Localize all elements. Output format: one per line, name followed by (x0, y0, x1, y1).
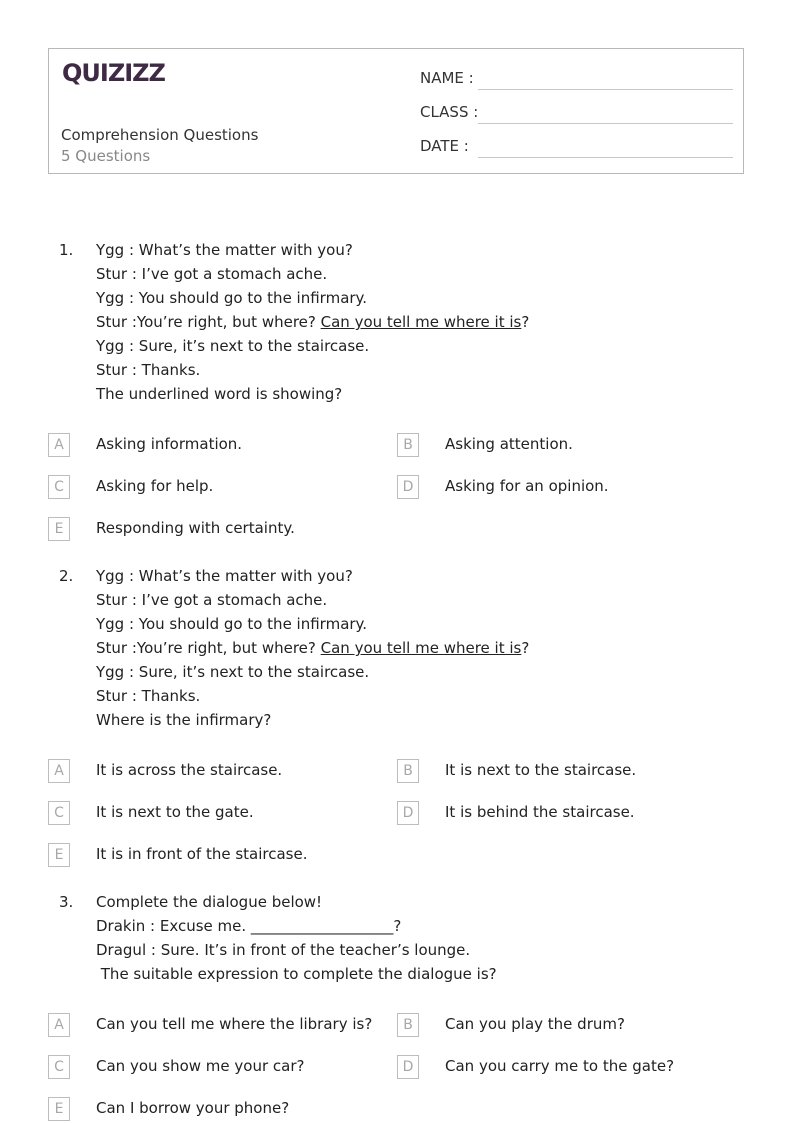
option-letter-box[interactable]: A (48, 433, 70, 457)
question-line (96, 262, 529, 286)
option-text: It is across the staircase. (96, 761, 283, 779)
option-text: Can you tell me where the library is? (96, 1015, 373, 1033)
underlined-phrase: Can you tell me where it is (320, 639, 522, 657)
date-field[interactable] (478, 157, 733, 158)
question-line (96, 660, 529, 684)
line-text: Stur :You’re right, but where? (96, 639, 321, 657)
option-text: Asking attention. (445, 435, 573, 453)
class-label: CLASS : (420, 103, 479, 121)
option-letter-box[interactable]: B (397, 433, 419, 457)
line-text: Stur : Thanks. (96, 361, 201, 379)
class-field[interactable] (478, 123, 733, 124)
option-text: It is next to the staircase. (445, 761, 637, 779)
question-line (96, 962, 497, 986)
option-text: Asking information. (96, 435, 243, 453)
question-line (96, 890, 497, 914)
option-letter-box[interactable]: A (48, 759, 70, 783)
line-text: Stur : I’ve got a stomach ache. (96, 591, 328, 609)
line-text: The underlined word is showing? (96, 385, 343, 403)
option-letter-box[interactable]: C (48, 801, 70, 825)
line-text: Ygg : What’s the matter with you? (96, 567, 353, 585)
question-line (96, 382, 529, 406)
option-text: It is in front of the staircase. (96, 845, 308, 863)
line-text: Complete the dialogue below! (96, 893, 323, 911)
option-letter-box[interactable]: D (397, 1055, 419, 1079)
line-text: Ygg : Sure, it’s next to the staircase. (96, 663, 370, 681)
name-field[interactable] (478, 89, 733, 90)
line-text: ? (521, 639, 530, 657)
question-text (96, 238, 529, 406)
option-letter-box[interactable]: D (397, 801, 419, 825)
question-number: 2. (59, 567, 74, 585)
option-letter-box[interactable]: B (397, 759, 419, 783)
question-line (96, 636, 529, 660)
option-text: It is next to the gate. (96, 803, 254, 821)
question-number: 3. (59, 893, 74, 911)
question-line (96, 708, 529, 732)
option-text: Can you play the drum? (445, 1015, 625, 1033)
quizizz-logo (62, 59, 165, 87)
option-letter-box[interactable]: A (48, 1013, 70, 1037)
line-text: Stur : I’ve got a stomach ache. (96, 265, 328, 283)
underlined-phrase: Can you tell me where it is (320, 313, 522, 331)
worksheet-title: Comprehension Questions (61, 126, 259, 144)
option-letter-box[interactable]: C (48, 475, 70, 499)
line-text: Where is the infirmary? (96, 711, 272, 729)
question-count: 5 Questions (61, 147, 151, 165)
line-text: Drakin : Excuse me. ___________________? (96, 917, 402, 935)
line-text: Ygg : What’s the matter with you? (96, 241, 353, 259)
question-line (96, 286, 529, 310)
question-line (96, 358, 529, 382)
option-text: Asking for an opinion. (445, 477, 609, 495)
question-line (96, 914, 497, 938)
option-text: Can I borrow your phone? (96, 1099, 290, 1117)
option-text: It is behind the staircase. (445, 803, 635, 821)
line-text: Stur : Thanks. (96, 687, 201, 705)
line-text: Ygg : You should go to the infirmary. (96, 289, 368, 307)
logo-text: QUIZIZZ (62, 59, 165, 87)
option-letter-box[interactable]: D (397, 475, 419, 499)
question-text (96, 564, 529, 732)
line-text: Stur :You’re right, but where? (96, 313, 321, 331)
question-line (96, 334, 529, 358)
option-letter-box[interactable]: B (397, 1013, 419, 1037)
option-letter-box[interactable]: E (48, 843, 70, 867)
question-line (96, 564, 529, 588)
question-line (96, 612, 529, 636)
name-label: NAME : (420, 69, 474, 87)
option-text: Can you show me your car? (96, 1057, 305, 1075)
option-letter-box[interactable]: E (48, 517, 70, 541)
option-letter-box[interactable]: E (48, 1097, 70, 1121)
line-text: Dragul : Sure. It’s in front of the teacher’s lounge. (96, 941, 471, 959)
question-text (96, 890, 497, 986)
option-letter-box[interactable]: C (48, 1055, 70, 1079)
question-line (96, 588, 529, 612)
question-line (96, 938, 497, 962)
date-label: DATE : (420, 137, 469, 155)
line-text: The suitable expression to complete the dialogue is? (96, 965, 497, 983)
question-line (96, 310, 529, 334)
question-line (96, 684, 529, 708)
question-number: 1. (59, 241, 74, 259)
line-text: Ygg : Sure, it’s next to the staircase. (96, 337, 370, 355)
option-text: Responding with certainty. (96, 519, 295, 537)
option-text: Asking for help. (96, 477, 214, 495)
line-text: Ygg : You should go to the infirmary. (96, 615, 368, 633)
line-text: ? (521, 313, 530, 331)
question-line (96, 238, 529, 262)
option-text: Can you carry me to the gate? (445, 1057, 675, 1075)
worksheet-header (48, 48, 744, 174)
